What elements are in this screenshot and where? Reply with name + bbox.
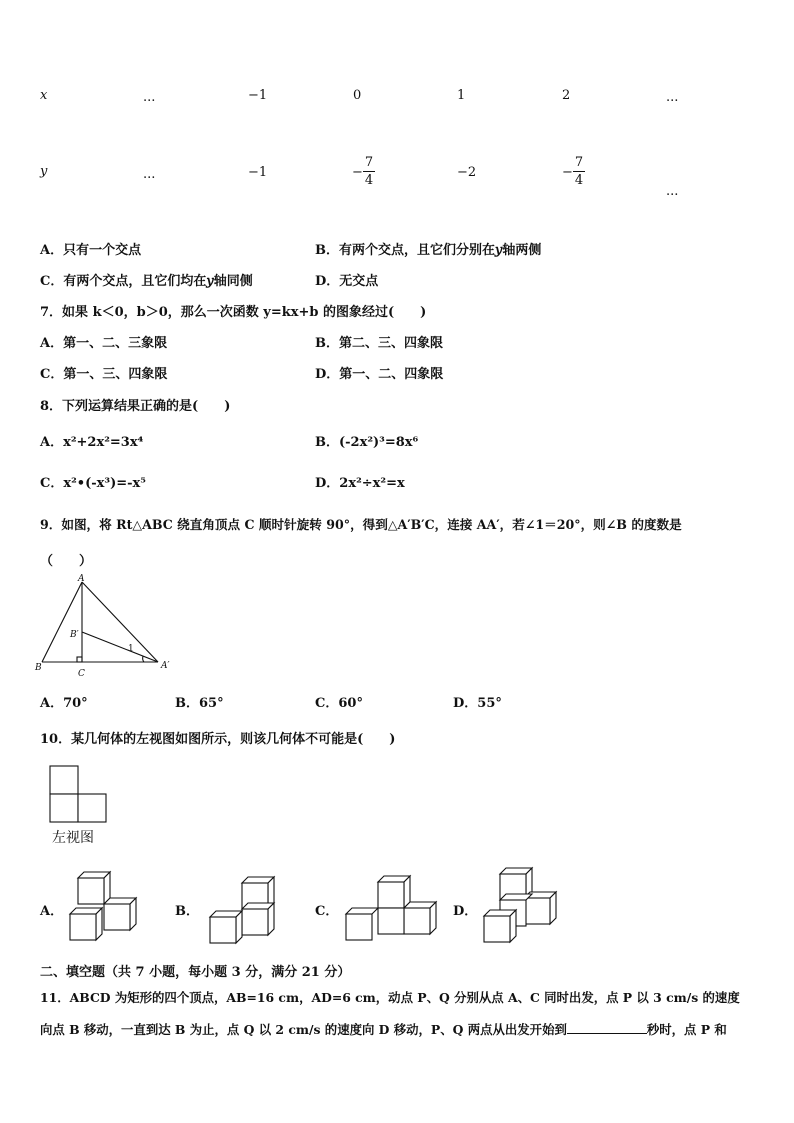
- fig-line-ab: [42, 582, 82, 662]
- cube: [210, 911, 242, 943]
- q7-option-c: C．第一、三、四象限: [40, 367, 168, 382]
- fig-label-a: A: [78, 574, 85, 584]
- q10-figure-b: [204, 875, 278, 945]
- table-x-cell: 0: [353, 88, 362, 103]
- q7-option-a: A．第一、二、三象限: [40, 336, 168, 351]
- right-angle-mark: [77, 657, 82, 662]
- table-y-fraction: 7 4: [364, 155, 374, 188]
- q9-option-c: C．60°: [315, 696, 363, 711]
- fig-label-b-prime: B′: [70, 630, 79, 640]
- cube: [404, 902, 436, 934]
- cube: [484, 910, 516, 942]
- q10-option-b: B．: [175, 904, 199, 919]
- table-x-cell: 1: [457, 88, 466, 103]
- q9-triangle-figure: [34, 574, 184, 682]
- cube: [70, 908, 102, 940]
- q9-option-b: B．65°: [175, 696, 224, 711]
- q8-option-d: D．2x²÷x²=x: [315, 476, 405, 491]
- table-y-minus: −: [562, 165, 573, 180]
- cube: [378, 908, 404, 934]
- q10-figure-c: [342, 872, 442, 944]
- table-y-cell: ...: [143, 167, 156, 182]
- q11-line-1: 11．ABCD 为矩形的四个顶点，AB=16 cm，AD=6 cm，动点 P、Q 分别从点 A、C 同时出发，点 P 以 3 cm/s 的速度: [40, 990, 740, 1005]
- table-y-fraction: 7 4: [574, 155, 584, 188]
- q9-option-d: D．55°: [453, 696, 502, 711]
- q10-stem: 10．某几何体的左视图如图所示，则该几何体不可能是( ): [40, 732, 396, 747]
- q11-line-2: [40, 1020, 727, 1038]
- q6-option-d: D．无交点: [315, 274, 379, 289]
- fig-line-aa: [82, 582, 158, 662]
- table-y-cell: −1: [248, 165, 268, 180]
- fig-label-a-prime: A′: [161, 661, 170, 671]
- q11-line-2-tail: 秒时，点 P 和: [646, 1022, 727, 1037]
- q10-option-c: C．: [315, 904, 339, 919]
- q10-option-d: D．: [453, 904, 478, 919]
- q6-option-c: C．有两个交点，且它们均在𝑦轴同侧: [40, 274, 253, 289]
- q8-stem: 8．下列运算结果正确的是( ): [40, 399, 231, 414]
- cube: [378, 876, 410, 908]
- table-x-cell: ...: [143, 90, 156, 105]
- fig-label-b: B: [35, 663, 42, 673]
- table-x-label: x: [40, 88, 48, 103]
- table-x-cell: −1: [248, 88, 268, 103]
- table-y-minus: −: [352, 165, 363, 180]
- table-y-cell: −2: [457, 165, 477, 180]
- q10-figure-a: [64, 870, 140, 942]
- q10-option-a: A．: [40, 904, 64, 919]
- q10-figure-d: [480, 866, 560, 946]
- fig-line-ba-prime: [82, 632, 158, 662]
- table-x-cell: ...: [666, 90, 679, 105]
- cube: [104, 898, 136, 930]
- left-view-figure: [48, 764, 110, 826]
- table-x-cell: 2: [562, 88, 571, 103]
- answer-blank: [567, 1021, 647, 1034]
- q6-option-a: A．只有一个交点: [40, 243, 142, 258]
- q6-option-b: B．有两个交点，且它们分别在𝑦轴两侧: [315, 243, 542, 258]
- q8-option-a: A．x²+2x²=3x⁴: [40, 435, 144, 450]
- table-y-cell: ...: [666, 184, 679, 199]
- q7-option-d: D．第一、二、四象限: [315, 367, 444, 382]
- section-2-title: 二、填空题（共 7 小题，每小题 3 分，满分 21 分）: [40, 965, 351, 980]
- q9-stem: 9．如图，将 Rt△ABC 绕直角顶点 C 顺时针旋转 90°，得到△A′B′C，连接 AA′，若∠1＝20°，则∠B 的度数是: [40, 517, 682, 532]
- cube: [242, 903, 274, 935]
- q11-line-2-text: 向点 B 移动，一直到达 B 为止，点 Q 以 2 cm/s 的速度向 D 移动，P、Q 两点从出发开始到: [40, 1022, 567, 1037]
- fig-label-c: C: [78, 669, 85, 679]
- q9-paren: （ ）: [40, 554, 93, 569]
- cube: [346, 908, 378, 940]
- q7-stem: 7．如果 k＜0，b＞0，那么一次函数 y=kx+b 的图象经过( ): [40, 305, 427, 320]
- q9-option-a: A．70°: [40, 696, 88, 711]
- table-y-label: y: [40, 164, 48, 179]
- q8-option-b: B．(-2x²)³=8x⁶: [315, 435, 419, 450]
- fig-label-angle-1: 1: [128, 644, 134, 654]
- left-view-caption: 左视图: [52, 830, 94, 846]
- cube: [78, 872, 110, 904]
- q7-option-b: B．第二、三、四象限: [315, 336, 443, 351]
- q8-option-c: C．x²•(-x³)=-x⁵: [40, 476, 146, 491]
